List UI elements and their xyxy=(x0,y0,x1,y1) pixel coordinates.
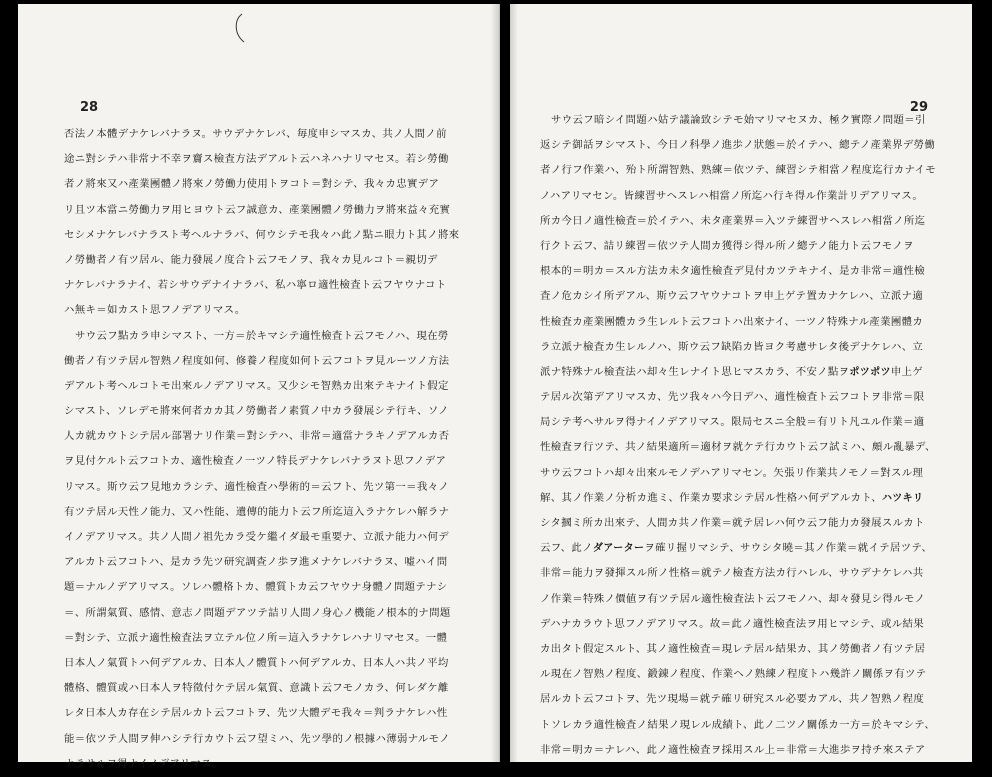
left-page-text xyxy=(64,122,464,777)
text-line: 局シテ考ヘサルヲ得ナイノデアリマス。限局セスニ全般＝有リト凡ユル作業＝適 xyxy=(540,416,925,429)
text-line: 解、其ノ作業ノ分析カ進ミ、作業カ要求シテ居ル性格ハ何デアルカト、ハツキリ xyxy=(540,491,924,504)
text-line: 者ノ將來又ハ產業團體ノ將來ノ勞働力使用トヲコト＝對シテ、我々カ忠實デア xyxy=(64,178,440,191)
text-line: 否法ノ本體デナケレバナラヌ。サウデナケレバ、毎度申シマスカ、共ノ人間ノ前 xyxy=(64,128,447,140)
text-line: デアルト考ヘルコトモ出來ルノデアリマス。又少シモ智熟カ出來テキナイト假定 xyxy=(64,379,449,392)
text-line: レタ日本人カ存在シテ居ルカト云フコトヲ、先ツ大體デモ我々＝判ラナケレハ性 xyxy=(64,707,448,720)
text-line: セシメナケレバナラスト考ヘルナラバ、何ウシテモ我々ハ此ノ點ニ眼力ト其ノ將來 xyxy=(64,228,460,241)
pen-mark xyxy=(230,12,250,44)
text-line: 有ツテ居ル天性ノ能力、又ハ性能、遺傳的能力ト云フ所迄這入ラナケレハ解ラナ xyxy=(64,505,450,518)
text-line: ノハアリマセン。皆練習サヘスレハ相當ノ所迄ハ行キ得ル作業計リデアリマス。 xyxy=(540,189,924,202)
text-line: ＝、所謂氣質、感情、意志ノ問題デアツテ詰リ人間ノ身心ノ機能ノ根本的ナ問題 xyxy=(64,606,451,619)
text-line: 査ノ危カシイ所デアル、斯ウ云フヤウナコトヲ申上ゲテ置カナケレハ、立派ナ適 xyxy=(540,290,924,303)
right-page-text xyxy=(540,108,944,763)
text-line: 題＝ナルノデアリマス。ソレハ體格トカ、體質トカ云フヤウナ身體ノ問題テナシ xyxy=(64,581,448,594)
text-line: 日本人ノ氣質トハ何デアルカ、日本人ノ體質トハ何デアルカ、日本人ハ共ノ平均 xyxy=(64,656,449,669)
text-line: ノ作業＝特殊ノ價値ヲ有ツテ居ル適性檢査法ト云フモノハ、却々發見シ得ルモノ xyxy=(540,592,926,605)
text-line: デハナカラウト思フノデアリマス。故＝此ノ適性檢査法ヲ用ヒマシテ、或ル結果 xyxy=(540,617,924,630)
text-line: 返シテ御話ヲシマスト、今日ノ科學ノ進歩ノ狀態＝於イテハ、總テノ產業界デ勞働 xyxy=(540,139,936,152)
text-line: ＝對シテ、立派ナ適性檢査法ヲ立テル位ノ所＝這入ラナケレハナリマセヌ。一體 xyxy=(64,631,448,644)
text-line: 人カ就カウトシテ居ル部署ナリ作業＝對シテハ、非常＝適當ナラキノデアルカ否 xyxy=(64,430,450,443)
text-line: アルカト云フコトハ、是カラ先ツ研究調查ノ歩ヲ進メナケレバナラヌ、嘘ハイ問 xyxy=(64,556,448,569)
gutter-shadow-left xyxy=(491,4,499,762)
text-line: ナラサルヲ得ナイノデアリマス。 xyxy=(64,757,223,770)
right-page xyxy=(510,4,972,762)
text-line: ノ勞働者ノ有ツ居ル、能力發展ノ度合ト云フモノヲ、我々カ見ルコト＝親切デ xyxy=(64,253,438,266)
text-line: 派ナ特殊ナル檢査法ハ却々生レナイト思ヒマスカラ、不安ノ點ヲポツポツ申上ゲ xyxy=(540,365,924,378)
text-line: 行クト云フ、詰リ練習＝依ツテ人間カ獲得シ得ル所ノ總テノ能力ト云フモノヲ xyxy=(540,239,914,252)
text-line: サウ云フ暗シイ問題ハ姑テ議論致シテモ始マリマセヌカ、極ク實際ノ問題＝引 xyxy=(551,114,926,126)
left-page-number: 28 xyxy=(80,100,99,115)
text-line: 性檢査カ產業團體カラ生レルト云フコトハ出來ナイ、一ツノ特殊ナル產業團體カ xyxy=(540,315,924,328)
text-line: 非常＝明カ＝ナレハ、此ノ適性檢査ヲ採用スル上＝非常＝大進歩ヲ持チ來ステア xyxy=(540,743,926,756)
text-line: イノデアリマス。共ノ人間ノ祖先カラ受ケ繼イダ最モ重要ナ、立派ナ能力ハ何デ xyxy=(64,531,449,543)
text-line: サウ云フ點カラ申シマスト、一方＝於キマシテ適性檢査ト云フモノハ、現在勞 xyxy=(75,329,449,342)
text-line: 能＝依ツテ人間ヲ伸ハシテ行カウト云フ望ミハ、先ツ學的ノ根據ハ薄弱ナルモノ xyxy=(64,732,451,745)
text-line: カ出タト假定スルト、其ノ適性檢査＝現レテ居ル結果カ、其ノ勞働者ノ有ツテ居 xyxy=(540,642,926,655)
text-line: トソレカラ適性檢査ノ結果ノ現レル成績ト、此ノ二ツノ關係カ一方＝於キマシテ、 xyxy=(540,718,936,731)
text-line: シタ摑ミ所カ出來テ、人間カ共ノ作業＝就テ居レハ何ウ云フ能力カ發展スルカト xyxy=(540,517,925,529)
text-line: 働者ノ有ツテ居ル智熟ノ程度如何、修養ノ程度如何ト云フコトヲ見ルーツノ方法 xyxy=(64,354,450,367)
text-line: 根本的＝明カ＝スル方法カ未タ適性檢査デ見付カツテキナイ、是カ非常＝適性檢 xyxy=(540,265,925,278)
text-line: ナケレバナラナイ、若シサウデナイナラバ、私ハ寧ロ適性檢査ト云フヤウナコト xyxy=(64,279,447,292)
right-page-number: 29 xyxy=(909,100,928,115)
left-page xyxy=(18,4,500,770)
text-line: ラ立派ナ檢査カ生レルノハ、斯ウ云フ缺陷カ皆ヨク考慮サレタ後デナケレハ、立 xyxy=(540,340,924,353)
text-line: テ居ル次第デアリマスカ、先ツ我々ハ今日デハ、適性檢査ト云フコトヲ非常＝限 xyxy=(540,391,925,404)
text-line: 云フ、此ノダアーターヲ確リ握リマシテ、サウシタ曉＝其ノ作業＝就イテ居ツテ、 xyxy=(540,542,933,555)
text-line: ハ無キ＝如カスト思フノデアリマス。 xyxy=(64,304,246,317)
text-line: 居ルカト云フコトヲ、先ツ現場＝就テ確リ研究スル必要カアル、共ノ智熟ノ程度 xyxy=(540,693,925,706)
text-line: サウ云フコトハ却々出來ルモノデハアリマセン。矢張リ作業共ノモノ＝對スル理 xyxy=(540,466,924,479)
text-line: 性檢査ヲ行ツテ、共ノ結果適所＝適材ヲ就ケテ行カウト云フ試ミハ、頗ル亂暴デ、 xyxy=(540,441,936,454)
gutter-shadow-right xyxy=(510,4,518,762)
text-line: 者ノ行フ作業ハ、殆ト所謂智熟、熟練＝依ツテ、練習シテ相當ノ程度迄行カナイモ xyxy=(540,164,936,177)
text-line: シマスト、ソレデモ將來何者カカ其ノ勞働者ノ素質ノ中カラ發展シテ行キ、ソノ xyxy=(64,405,449,418)
text-line: 非常＝能力ヲ發揮スル所ノ性格＝就テノ檢査方法カ行ハレル、サウデナケレハ共 xyxy=(540,567,924,580)
text-line: ル現在ノ智熟ノ程度、鍛錬ノ程度、作業ヘノ熟練ノ程度トハ幾許ノ關係ヲ有ツテ xyxy=(540,668,927,681)
text-line: リマス。斯ウ云フ見地カラシテ、適性檢査ハ學術的＝云フト、先ツ第一＝我々ノ xyxy=(64,480,450,493)
text-line: 所カ今日ノ適性檢査＝於イテハ、未タ產業界＝入ツテ練習サヘスレハ相當ノ所迄 xyxy=(540,214,926,227)
text-line: 途ニ對シテハ非常ナ不幸ヲ齎ス檢査方法デアルト云ハネハナリマセヌ。若シ勞働 xyxy=(64,153,449,166)
text-line: リ且ツ本當ニ勞働力ヲ用ヒヨウト云フ誠意カ、產業團體ノ勞働力ヲ將來益々充實 xyxy=(64,203,451,216)
text-line: ヲ見付ケルト云フコトカ、適性檢査ノ一ツノ特長デナケレバナラヌト思フノデア xyxy=(64,455,447,468)
text-line: 體格、體質或ハ日本人ヲ特徵付ケテ居ル氣質、意識ト云フモノカラ、何レダケ離 xyxy=(64,682,449,695)
